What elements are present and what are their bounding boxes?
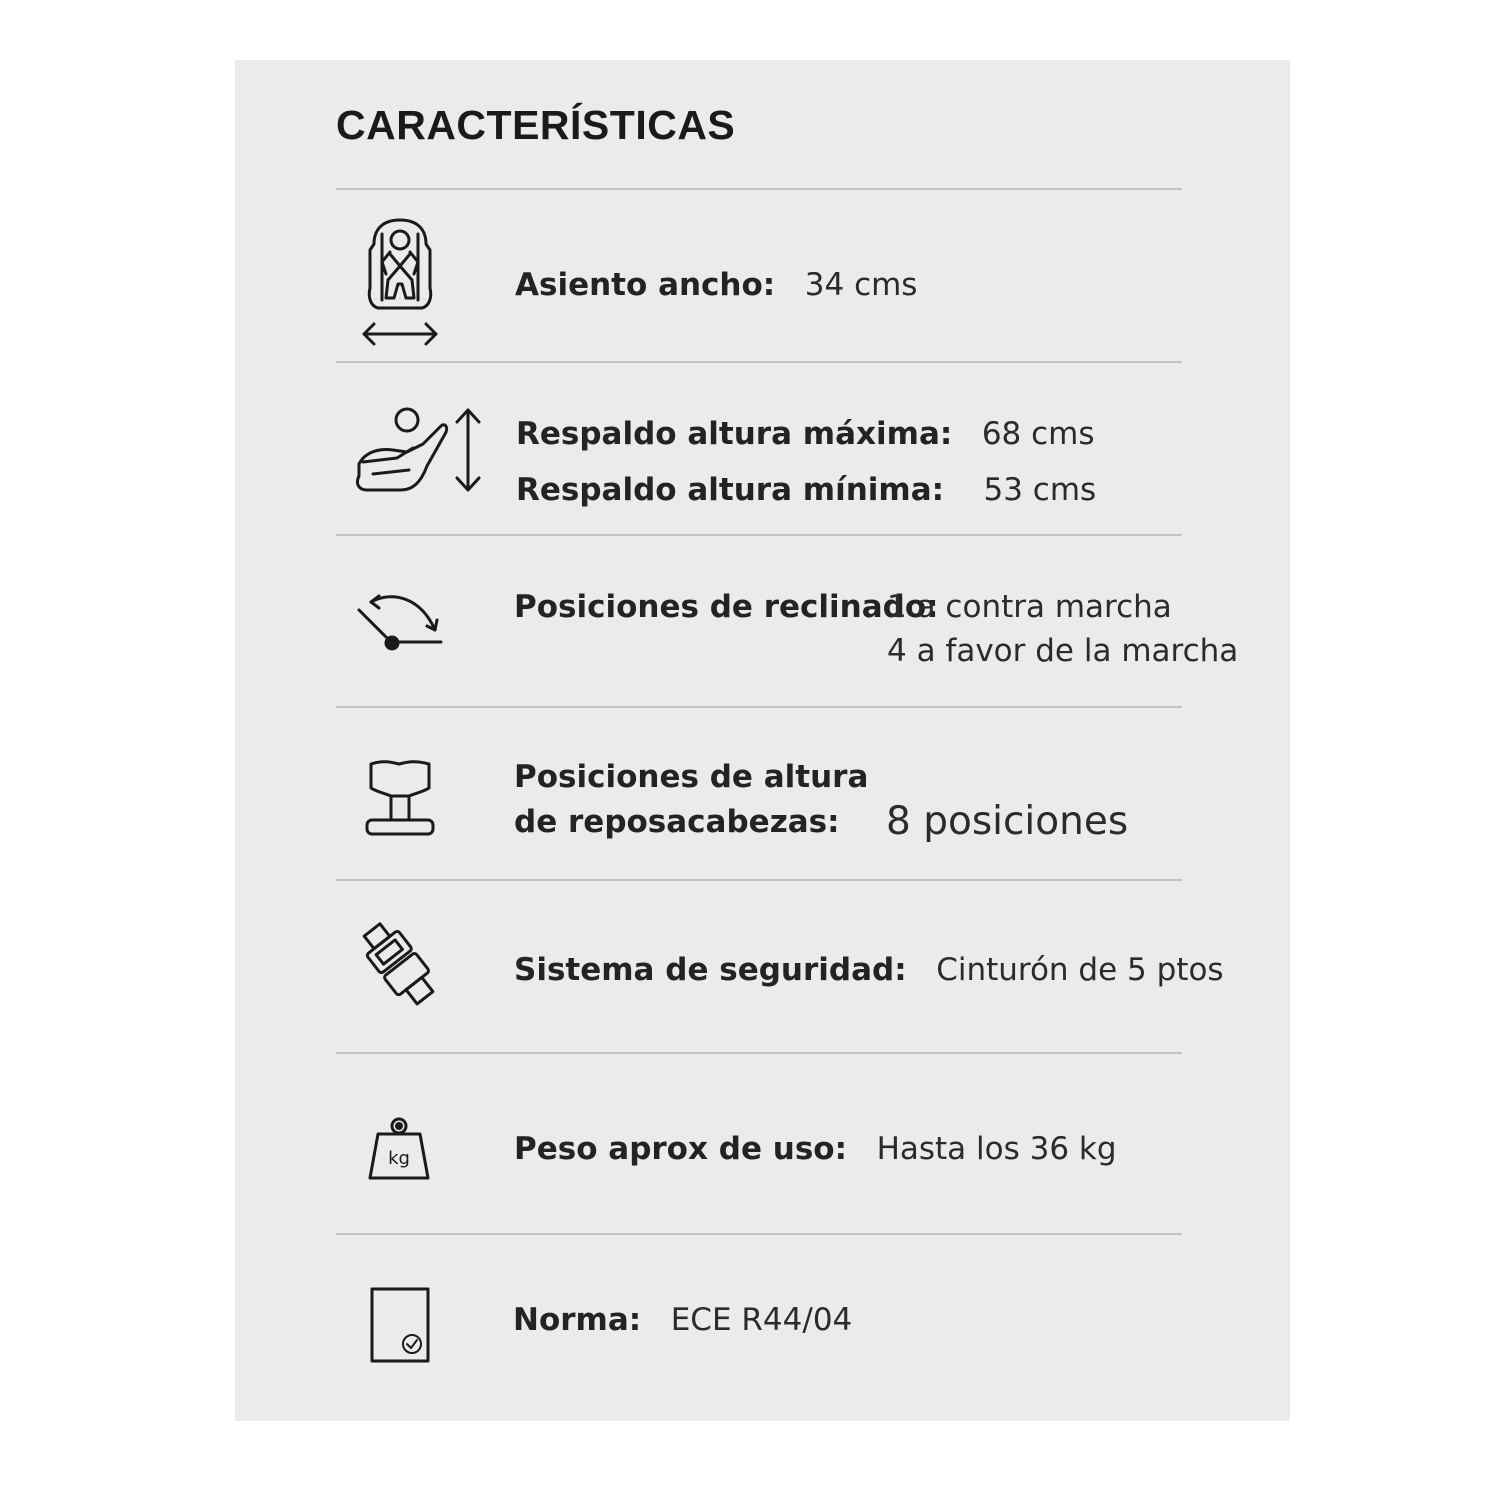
row-recline [514, 589, 939, 625]
row-headrest [514, 759, 869, 795]
row-headrest-2 [514, 804, 840, 840]
row-value: 34 cms [804, 267, 918, 303]
headrest-icon [363, 758, 439, 840]
row-security [514, 952, 1224, 988]
row-label: Posiciones de reclinado: [514, 589, 939, 625]
row-recline-value2 [887, 633, 1239, 669]
row-backrest-max [516, 416, 1095, 452]
row-label: Peso aprox de uso: [514, 1131, 847, 1167]
row-label: Norma: [513, 1302, 642, 1338]
divider [336, 534, 1182, 536]
divider [336, 188, 1182, 190]
weight-icon-unit: kg [388, 1148, 410, 1169]
row-value: 53 cms [983, 472, 1097, 508]
certificate-icon [370, 1287, 430, 1363]
row-value: Hasta los 36 kg [876, 1131, 1117, 1167]
row-label: Asiento ancho: [515, 267, 776, 303]
divider [336, 879, 1182, 881]
wide-seat-icon [360, 214, 440, 349]
weight-icon [366, 1116, 432, 1182]
row-label: Respaldo altura mínima: [516, 472, 945, 508]
row-backrest-min [516, 472, 1097, 508]
row-value: 1 a contra marcha [887, 589, 1172, 625]
seatbelt-buckle-icon [363, 924, 439, 1010]
row-label: Posiciones de altura [514, 759, 869, 795]
backrest-height-icon [353, 404, 485, 496]
row-label: de reposacabezas: [514, 804, 840, 840]
row-value: 4 a favor de la marcha [887, 633, 1239, 669]
row-norm [513, 1302, 853, 1338]
panel-title: CARACTERÍSTICAS [336, 102, 736, 148]
row-value: Cinturón de 5 ptos [936, 952, 1224, 988]
divider [336, 361, 1182, 363]
row-seat-width [515, 267, 918, 303]
divider [336, 1233, 1182, 1235]
row-value: 68 cms [981, 416, 1095, 452]
row-recline-value [887, 589, 1172, 625]
row-value: ECE R44/04 [670, 1302, 853, 1338]
divider [336, 1052, 1182, 1054]
row-value: 8 posiciones [886, 799, 1129, 844]
characteristics-panel [235, 60, 1290, 1421]
row-headrest-value [886, 799, 1129, 844]
divider [336, 706, 1182, 708]
recline-icon [355, 592, 447, 656]
row-label: Respaldo altura máxima: [516, 416, 953, 452]
row-weight [514, 1131, 1117, 1167]
row-label: Sistema de seguridad: [514, 952, 907, 988]
